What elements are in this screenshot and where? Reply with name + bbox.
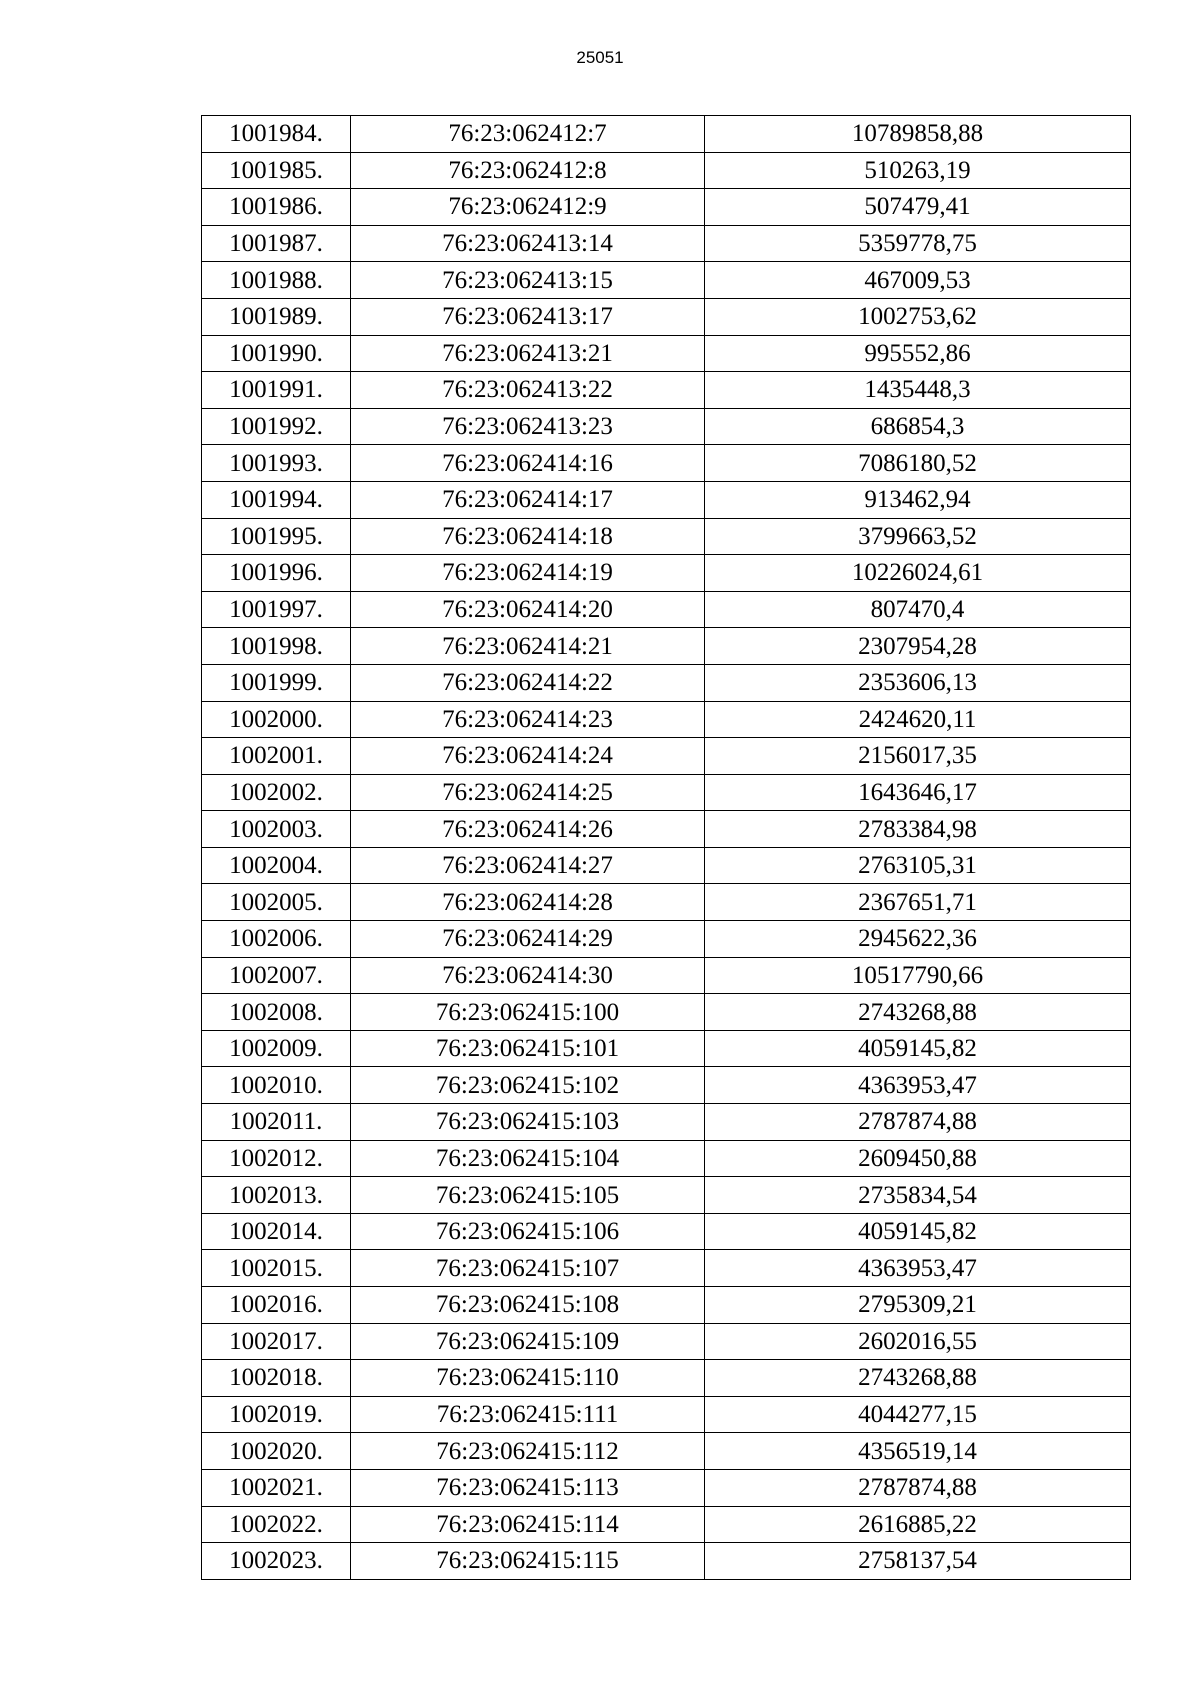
value-cell: 2602016,55 xyxy=(705,1323,1131,1360)
table-row xyxy=(202,994,1131,1031)
table-row xyxy=(202,445,1131,482)
page-number: 25051 xyxy=(576,48,624,67)
cadastral-number-cell: 76:23:062414:17 xyxy=(351,481,705,518)
cadastral-number-cell: 76:23:062414:25 xyxy=(351,774,705,811)
row-number-cell: 1002023. xyxy=(202,1543,351,1580)
table-row xyxy=(202,1323,1131,1360)
registry-table-body xyxy=(202,116,1131,1580)
row-number-cell: 1002017. xyxy=(202,1323,351,1360)
cadastral-number-cell: 76:23:062413:21 xyxy=(351,335,705,372)
cadastral-number-cell: 76:23:062414:30 xyxy=(351,957,705,994)
row-number-cell: 1001985. xyxy=(202,152,351,189)
table-row xyxy=(202,811,1131,848)
value-cell: 2743268,88 xyxy=(705,1360,1131,1397)
row-number-cell: 1002014. xyxy=(202,1213,351,1250)
value-cell: 913462,94 xyxy=(705,481,1131,518)
table-row xyxy=(202,1396,1131,1433)
value-cell: 510263,19 xyxy=(705,152,1131,189)
row-number-cell: 1002008. xyxy=(202,994,351,1031)
table-row xyxy=(202,152,1131,189)
table-row xyxy=(202,847,1131,884)
value-cell: 2787874,88 xyxy=(705,1104,1131,1141)
value-cell: 2353606,13 xyxy=(705,664,1131,701)
row-number-cell: 1001995. xyxy=(202,518,351,555)
cadastral-number-cell: 76:23:062413:22 xyxy=(351,372,705,409)
row-number-cell: 1001984. xyxy=(202,116,351,153)
cadastral-number-cell: 76:23:062413:14 xyxy=(351,225,705,262)
table-row xyxy=(202,1177,1131,1214)
value-cell: 4044277,15 xyxy=(705,1396,1131,1433)
row-number-cell: 1001993. xyxy=(202,445,351,482)
row-number-cell: 1002001. xyxy=(202,738,351,775)
value-cell: 2616885,22 xyxy=(705,1506,1131,1543)
value-cell: 2424620,11 xyxy=(705,701,1131,738)
cadastral-number-cell: 76:23:062414:20 xyxy=(351,591,705,628)
cadastral-number-cell: 76:23:062415:108 xyxy=(351,1287,705,1324)
value-cell: 1002753,62 xyxy=(705,298,1131,335)
cadastral-number-cell: 76:23:062415:100 xyxy=(351,994,705,1031)
cadastral-number-cell: 76:23:062415:101 xyxy=(351,1030,705,1067)
value-cell: 2735834,54 xyxy=(705,1177,1131,1214)
value-cell: 2795309,21 xyxy=(705,1287,1131,1324)
value-cell: 2758137,54 xyxy=(705,1543,1131,1580)
table-row xyxy=(202,591,1131,628)
value-cell: 2156017,35 xyxy=(705,738,1131,775)
table-row xyxy=(202,1360,1131,1397)
cadastral-number-cell: 76:23:062413:17 xyxy=(351,298,705,335)
table-row xyxy=(202,555,1131,592)
row-number-cell: 1002003. xyxy=(202,811,351,848)
table-row xyxy=(202,518,1131,555)
value-cell: 10517790,66 xyxy=(705,957,1131,994)
cadastral-number-cell: 76:23:062414:26 xyxy=(351,811,705,848)
table-row xyxy=(202,1067,1131,1104)
cadastral-number-cell: 76:23:062414:22 xyxy=(351,664,705,701)
row-number-cell: 1002013. xyxy=(202,1177,351,1214)
cadastral-number-cell: 76:23:062413:15 xyxy=(351,262,705,299)
row-number-cell: 1001998. xyxy=(202,628,351,665)
table-row xyxy=(202,1030,1131,1067)
row-number-cell: 1001996. xyxy=(202,555,351,592)
table-row xyxy=(202,1469,1131,1506)
cadastral-number-cell: 76:23:062414:24 xyxy=(351,738,705,775)
value-cell: 7086180,52 xyxy=(705,445,1131,482)
table-row xyxy=(202,664,1131,701)
value-cell: 4363953,47 xyxy=(705,1067,1131,1104)
row-number-cell: 1002015. xyxy=(202,1250,351,1287)
value-cell: 2787874,88 xyxy=(705,1469,1131,1506)
row-number-cell: 1001988. xyxy=(202,262,351,299)
row-number-cell: 1002006. xyxy=(202,921,351,958)
cadastral-number-cell: 76:23:062415:112 xyxy=(351,1433,705,1470)
cadastral-number-cell: 76:23:062412:9 xyxy=(351,189,705,226)
table-row xyxy=(202,628,1131,665)
value-cell: 507479,41 xyxy=(705,189,1131,226)
cadastral-number-cell: 76:23:062415:111 xyxy=(351,1396,705,1433)
row-number-cell: 1002000. xyxy=(202,701,351,738)
cadastral-number-cell: 76:23:062414:21 xyxy=(351,628,705,665)
row-number-cell: 1001999. xyxy=(202,664,351,701)
value-cell: 2367651,71 xyxy=(705,884,1131,921)
row-number-cell: 1002019. xyxy=(202,1396,351,1433)
cadastral-number-cell: 76:23:062415:103 xyxy=(351,1104,705,1141)
cadastral-number-cell: 76:23:062414:18 xyxy=(351,518,705,555)
value-cell: 4059145,82 xyxy=(705,1030,1131,1067)
row-number-cell: 1001986. xyxy=(202,189,351,226)
value-cell: 1435448,3 xyxy=(705,372,1131,409)
value-cell: 2307954,28 xyxy=(705,628,1131,665)
table-row xyxy=(202,225,1131,262)
row-number-cell: 1001989. xyxy=(202,298,351,335)
cadastral-number-cell: 76:23:062415:109 xyxy=(351,1323,705,1360)
row-number-cell: 1001991. xyxy=(202,372,351,409)
cadastral-number-cell: 76:23:062415:106 xyxy=(351,1213,705,1250)
value-cell: 2609450,88 xyxy=(705,1140,1131,1177)
row-number-cell: 1002004. xyxy=(202,847,351,884)
row-number-cell: 1002016. xyxy=(202,1287,351,1324)
row-number-cell: 1002020. xyxy=(202,1433,351,1470)
table-row xyxy=(202,1104,1131,1141)
value-cell: 4059145,82 xyxy=(705,1213,1131,1250)
value-cell: 2783384,98 xyxy=(705,811,1131,848)
cadastral-number-cell: 76:23:062414:19 xyxy=(351,555,705,592)
row-number-cell: 1002021. xyxy=(202,1469,351,1506)
row-number-cell: 1002010. xyxy=(202,1067,351,1104)
row-number-cell: 1001987. xyxy=(202,225,351,262)
table-row xyxy=(202,298,1131,335)
table-row xyxy=(202,1287,1131,1324)
value-cell: 995552,86 xyxy=(705,335,1131,372)
table-row xyxy=(202,884,1131,921)
cadastral-number-cell: 76:23:062415:115 xyxy=(351,1543,705,1580)
cadastral-number-cell: 76:23:062414:28 xyxy=(351,884,705,921)
value-cell: 2763105,31 xyxy=(705,847,1131,884)
row-number-cell: 1002018. xyxy=(202,1360,351,1397)
table-row xyxy=(202,1543,1131,1580)
cadastral-number-cell: 76:23:062415:104 xyxy=(351,1140,705,1177)
value-cell: 10789858,88 xyxy=(705,116,1131,153)
cadastral-number-cell: 76:23:062414:23 xyxy=(351,701,705,738)
cadastral-number-cell: 76:23:062415:113 xyxy=(351,1469,705,1506)
row-number-cell: 1002009. xyxy=(202,1030,351,1067)
table-row xyxy=(202,774,1131,811)
table-row xyxy=(202,116,1131,153)
row-number-cell: 1001997. xyxy=(202,591,351,628)
cadastral-number-cell: 76:23:062415:107 xyxy=(351,1250,705,1287)
row-number-cell: 1002022. xyxy=(202,1506,351,1543)
cadastral-number-cell: 76:23:062412:7 xyxy=(351,116,705,153)
value-cell: 1643646,17 xyxy=(705,774,1131,811)
cadastral-number-cell: 76:23:062412:8 xyxy=(351,152,705,189)
value-cell: 686854,3 xyxy=(705,408,1131,445)
table-row xyxy=(202,1506,1131,1543)
row-number-cell: 1002007. xyxy=(202,957,351,994)
value-cell: 3799663,52 xyxy=(705,518,1131,555)
value-cell: 4356519,14 xyxy=(705,1433,1131,1470)
table-row xyxy=(202,189,1131,226)
row-number-cell: 1002005. xyxy=(202,884,351,921)
cadastral-number-cell: 76:23:062413:23 xyxy=(351,408,705,445)
value-cell: 10226024,61 xyxy=(705,555,1131,592)
table-row xyxy=(202,1140,1131,1177)
value-cell: 4363953,47 xyxy=(705,1250,1131,1287)
cadastral-number-cell: 76:23:062415:102 xyxy=(351,1067,705,1104)
table-row xyxy=(202,1213,1131,1250)
cadastral-number-cell: 76:23:062414:27 xyxy=(351,847,705,884)
cadastral-number-cell: 76:23:062415:110 xyxy=(351,1360,705,1397)
cadastral-number-cell: 76:23:062414:29 xyxy=(351,921,705,958)
table-row xyxy=(202,372,1131,409)
value-cell: 467009,53 xyxy=(705,262,1131,299)
table-row xyxy=(202,701,1131,738)
table-row xyxy=(202,335,1131,372)
cadastral-number-cell: 76:23:062414:16 xyxy=(351,445,705,482)
table-row xyxy=(202,262,1131,299)
cadastral-number-cell: 76:23:062415:105 xyxy=(351,1177,705,1214)
value-cell: 807470,4 xyxy=(705,591,1131,628)
value-cell: 5359778,75 xyxy=(705,225,1131,262)
row-number-cell: 1001990. xyxy=(202,335,351,372)
table-row xyxy=(202,1433,1131,1470)
table-row xyxy=(202,921,1131,958)
row-number-cell: 1001992. xyxy=(202,408,351,445)
table-row xyxy=(202,408,1131,445)
table-row xyxy=(202,957,1131,994)
row-number-cell: 1001994. xyxy=(202,481,351,518)
registry-table xyxy=(201,115,1131,1580)
value-cell: 2945622,36 xyxy=(705,921,1131,958)
table-row xyxy=(202,738,1131,775)
row-number-cell: 1002002. xyxy=(202,774,351,811)
table-row xyxy=(202,481,1131,518)
table-row xyxy=(202,1250,1131,1287)
row-number-cell: 1002012. xyxy=(202,1140,351,1177)
row-number-cell: 1002011. xyxy=(202,1104,351,1141)
value-cell: 2743268,88 xyxy=(705,994,1131,1031)
cadastral-number-cell: 76:23:062415:114 xyxy=(351,1506,705,1543)
